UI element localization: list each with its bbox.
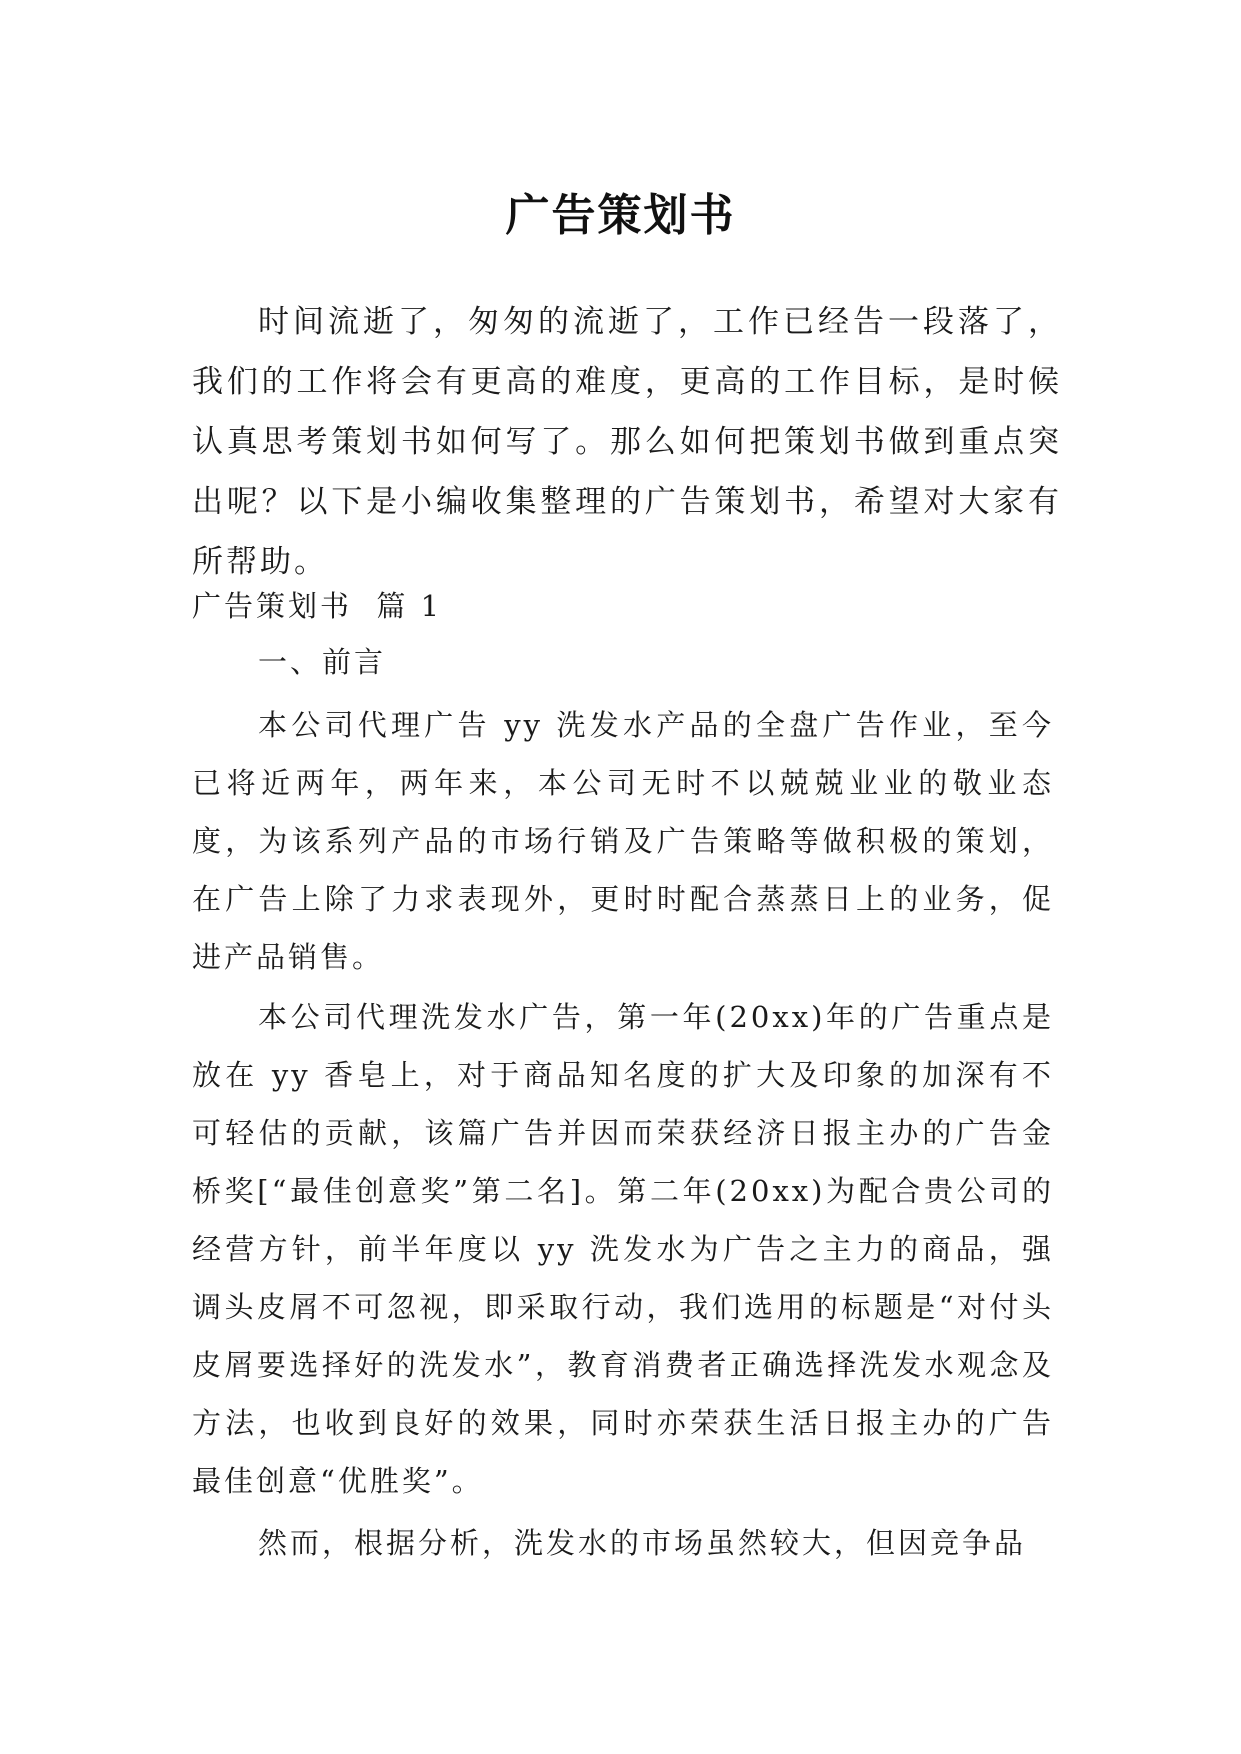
intro-paragraph: 时间流逝了，匆匆的流逝了，工作已经告一段落了，我们的工作将会有更高的难度，更高的工作目标，是时候认真思考策划书如何写了。那么如何把策划书做到重点突出呢？以下是小编收集整理的广告策划书，希望对大家有所帮助。 (192, 304, 1062, 580)
subsection-heading: 一、前言 (258, 645, 387, 679)
body-paragraph: 本公司代理广告 yy 洗发水产品的全盘广告作业，至今已将近两年，两年来，本公司无时不以兢兢业业的敬业态度，为该系列产品的市场行销及广告策略等做积极的策划，在广告上除了力求表现外，更时时配合蒸蒸日上的业务，促进产品销售。 (192, 708, 1054, 974)
section-heading: 广告策划书 篇 1 (192, 589, 443, 623)
body-paragraph: 然而，根据分析，洗发水的市场虽然较大，但因竞争品 (258, 1526, 1027, 1560)
document-title: 广告策划书 (505, 190, 736, 242)
body-paragraph: 本公司代理洗发水广告，第一年(20xx)年的广告重点是放在 yy 香皂上，对于商品知名度的扩大及印象的加深有不可轻估的贡献，该篇广告并因而荣获经济日报主办的广告金桥奖[“最佳创意奖”第二名]。第二年(20xx)为配合贵公司的经营方针，前半年度以 yy 洗发水为广告之主力的商品，强调头皮屑不可忽视，即采取行动，我们选用的标题是“对付头皮屑要选择好的洗发水”，教育消费者正确选择洗发水观念及方法，也收到良好的效果，同时亦荣获生活日报主办的广告最佳创意“优胜奖”。 (192, 1000, 1054, 1498)
